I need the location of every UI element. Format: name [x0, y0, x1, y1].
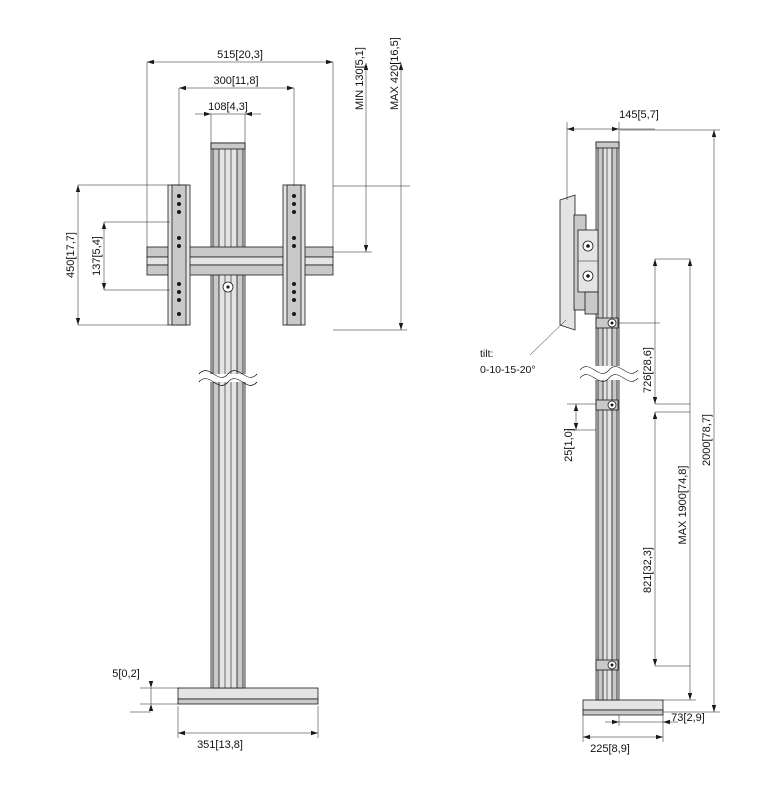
dim-depth-top: 145[5,7] — [619, 109, 659, 121]
front-right-mount-strip — [283, 185, 305, 325]
dim-min-mount-height: MIN 130[5,1] — [354, 47, 366, 110]
dim-overall-width: 515[20,3] — [217, 49, 263, 61]
dim-overall-height: 2000[78,7] — [701, 414, 713, 466]
side-tv-mount-bracket — [560, 195, 598, 330]
dim-base-plate-width: 351[13,8] — [197, 739, 243, 751]
side-lower-mount-pin — [596, 400, 618, 410]
front-base-plate — [178, 688, 318, 704]
dim-lower-mount-height: 821[32,3] — [642, 547, 654, 593]
dim-base-front-depth: 73[2,9] — [671, 712, 705, 724]
dim-column-width: 108[4,3] — [208, 101, 248, 113]
dim-upper-mount-height: 726[28,6] — [642, 347, 654, 393]
side-base-plate — [583, 700, 663, 715]
tilt-label: tilt: — [480, 348, 494, 360]
dim-bracket-spacing-width: 300[11,8] — [213, 75, 259, 87]
dim-bracket-inner-height: 137[5,4] — [91, 236, 103, 276]
side-upper-mount-pin — [596, 318, 618, 328]
dim-max-mount-travel: MAX 1900[74,8] — [677, 465, 689, 545]
front-center-hub — [223, 282, 233, 292]
dim-bracket-height: 450[17,7] — [65, 232, 77, 278]
dim-base-plate-thickness: 5[0,2] — [112, 668, 140, 680]
side-dimension-lines — [530, 122, 720, 742]
side-bottom-mount-pin — [596, 660, 618, 670]
side-column-break-symbol — [580, 366, 638, 381]
side-column — [596, 142, 619, 700]
dim-foot-offset: 25[1,0] — [563, 428, 575, 462]
front-view — [65, 37, 410, 751]
side-view — [480, 109, 720, 755]
tilt-values: 0-10-15-20° — [480, 364, 536, 376]
front-left-mount-strip — [168, 185, 190, 325]
dim-base-depth: 225[8,9] — [590, 743, 630, 755]
dim-max-mount-height: MAX 420[16,5] — [389, 37, 401, 110]
front-column — [211, 143, 245, 688]
